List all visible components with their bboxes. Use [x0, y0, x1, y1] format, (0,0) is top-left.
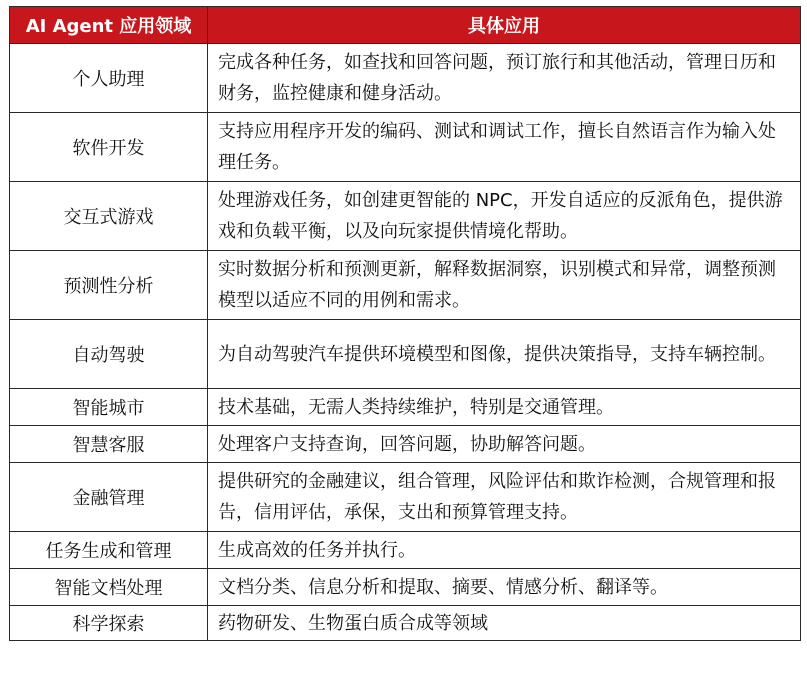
- row-description-cell: 生成高效的任务并执行。: [208, 532, 801, 569]
- header-specific-applications: 具体应用: [208, 7, 801, 44]
- row-domain-cell: 个人助理: [10, 44, 208, 113]
- table-row: [10, 606, 801, 641]
- row-description-cell: 完成各种任务，如查找和回答问题，预订旅行和其他活动，管理日历和财务，监控健康和健身活动。: [208, 44, 801, 113]
- row-domain-cell: 预测性分析: [10, 251, 208, 320]
- table-row: [10, 182, 801, 251]
- row-domain-cell: 智能城市: [10, 389, 208, 426]
- row-domain-cell: 任务生成和管理: [10, 532, 208, 569]
- row-description-cell: 提供研究的金融建议，组合管理，风险评估和欺诈检测，合规管理和报告，信用评估，承保，支出和预算管理支持。: [208, 463, 801, 532]
- table-row: [10, 44, 801, 113]
- row-domain-cell: 软件开发: [10, 113, 208, 182]
- applications-table-wrapper: [9, 6, 800, 641]
- table-row: [10, 389, 801, 426]
- header-application-domain: AI Agent 应用领域: [10, 7, 208, 44]
- row-domain-cell: 科学探索: [10, 606, 208, 641]
- table-row: [10, 251, 801, 320]
- table-row: [10, 463, 801, 532]
- row-description-cell: 为自动驾驶汽车提供环境模型和图像，提供决策指导，支持车辆控制。: [208, 320, 801, 389]
- table-row: [10, 569, 801, 606]
- row-domain-cell: 智能文档处理: [10, 569, 208, 606]
- row-description-cell: 文档分类、信息分析和提取、摘要、情感分析、翻译等。: [208, 569, 801, 606]
- row-description-cell: 支持应用程序开发的编码、测试和调试工作，擅长自然语言作为输入处理任务。: [208, 113, 801, 182]
- row-domain-cell: 交互式游戏: [10, 182, 208, 251]
- row-description-cell: 技术基础，无需人类持续维护，特别是交通管理。: [208, 389, 801, 426]
- table-header-row: [10, 7, 801, 44]
- row-domain-cell: 自动驾驶: [10, 320, 208, 389]
- ai-agent-applications-table: [9, 6, 801, 641]
- table-row: [10, 426, 801, 463]
- table-row: [10, 113, 801, 182]
- table-row: [10, 320, 801, 389]
- row-description-cell: 药物研发、生物蛋白质合成等领域: [208, 606, 801, 641]
- row-domain-cell: 智慧客服: [10, 426, 208, 463]
- row-domain-cell: 金融管理: [10, 463, 208, 532]
- row-description-cell: 实时数据分析和预测更新，解释数据洞察，识别模式和异常，调整预测模型以适应不同的用例和需求。: [208, 251, 801, 320]
- row-description-cell: 处理客户支持查询，回答问题，协助解答问题。: [208, 426, 801, 463]
- table-row: [10, 532, 801, 569]
- row-description-cell: 处理游戏任务，如创建更智能的 NPC，开发自适应的反派角色，提供游戏和负载平衡，以及向玩家提供情境化帮助。: [208, 182, 801, 251]
